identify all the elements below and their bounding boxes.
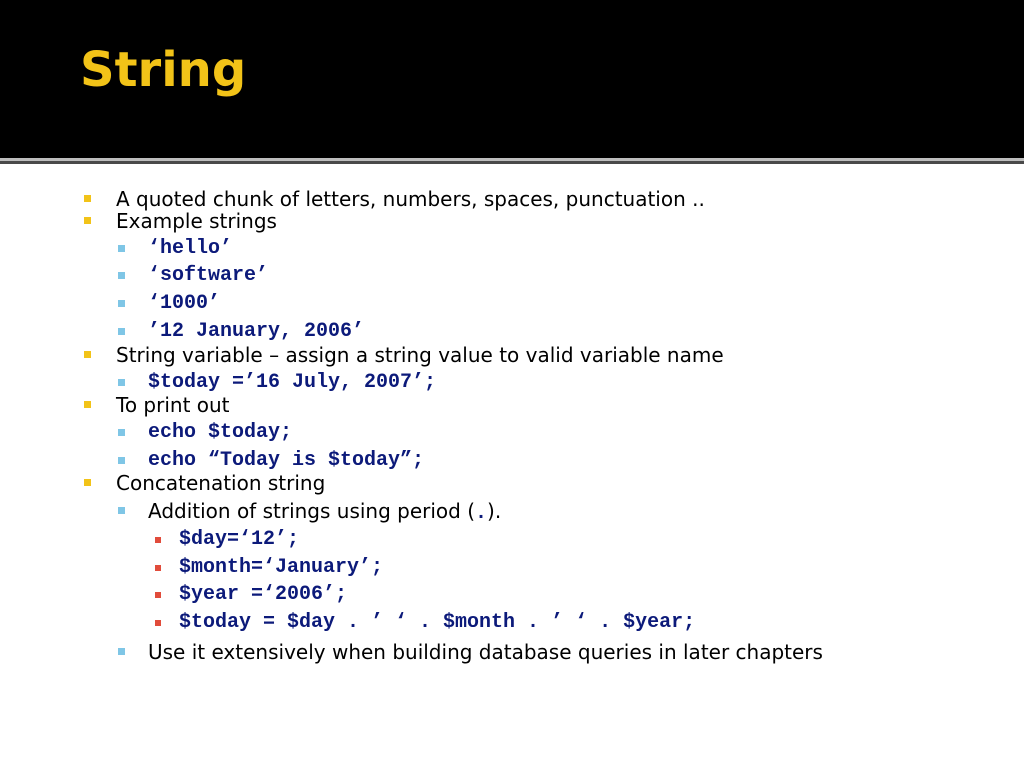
code-text: ‘1000’ (148, 292, 221, 315)
bullet-text-part: Addition of strings using period ( (148, 499, 476, 523)
code-text: echo $today; (148, 421, 293, 444)
bullet-text: Concatenation string (116, 471, 326, 495)
bullet-square-icon (84, 195, 91, 202)
bullet-square-icon (118, 507, 125, 514)
slide-title: String (80, 42, 247, 98)
title-bar (0, 0, 1024, 158)
bullet-square-icon (84, 401, 91, 408)
bullet-text: A quoted chunk of letters, numbers, spaces, punctuation .. (116, 187, 705, 211)
code-text: ’12 January, 2006’ (148, 320, 365, 343)
title-divider-shadow (0, 161, 1024, 164)
code-text: $day=‘12’; (179, 528, 300, 551)
bullet-square-icon (84, 351, 91, 358)
bullet-square-icon (118, 379, 125, 386)
bullet-text: Use it extensively when building database queries in later chapters (148, 640, 823, 664)
bullet-text: Example strings (116, 209, 277, 233)
bullet-square-icon (155, 620, 161, 626)
bullet-square-icon (118, 245, 125, 252)
bullet-square-icon (118, 328, 125, 335)
bullet-square-icon (118, 272, 125, 279)
bullet-square-icon (118, 429, 125, 436)
bullet-text: To print out (116, 393, 230, 417)
code-text: $year =‘2006’; (179, 583, 348, 606)
bullet-text-part: ). (487, 499, 502, 523)
code-text: echo “Today is $today”; (148, 449, 425, 472)
bullet-square-icon (118, 648, 125, 655)
bullet-square-icon (118, 457, 125, 464)
inline-code: . (475, 502, 488, 525)
bullet-text (148, 499, 501, 526)
bullet-square-icon (155, 537, 161, 543)
code-text: ‘hello’ (148, 237, 233, 260)
bullet-square-icon (118, 300, 125, 307)
bullet-square-icon (84, 479, 91, 486)
code-text: ‘software’ (148, 264, 269, 287)
bullet-square-icon (155, 592, 161, 598)
code-text: $today =’16 July, 2007’; (148, 371, 437, 394)
bullet-text: String variable – assign a string value to valid variable name (116, 343, 724, 367)
bullet-square-icon (155, 565, 161, 571)
code-text: $today = $day . ’ ‘ . $month . ’ ‘ . $year; (179, 611, 696, 634)
bullet-square-icon (84, 217, 91, 224)
code-text: $month=‘January’; (179, 556, 384, 579)
